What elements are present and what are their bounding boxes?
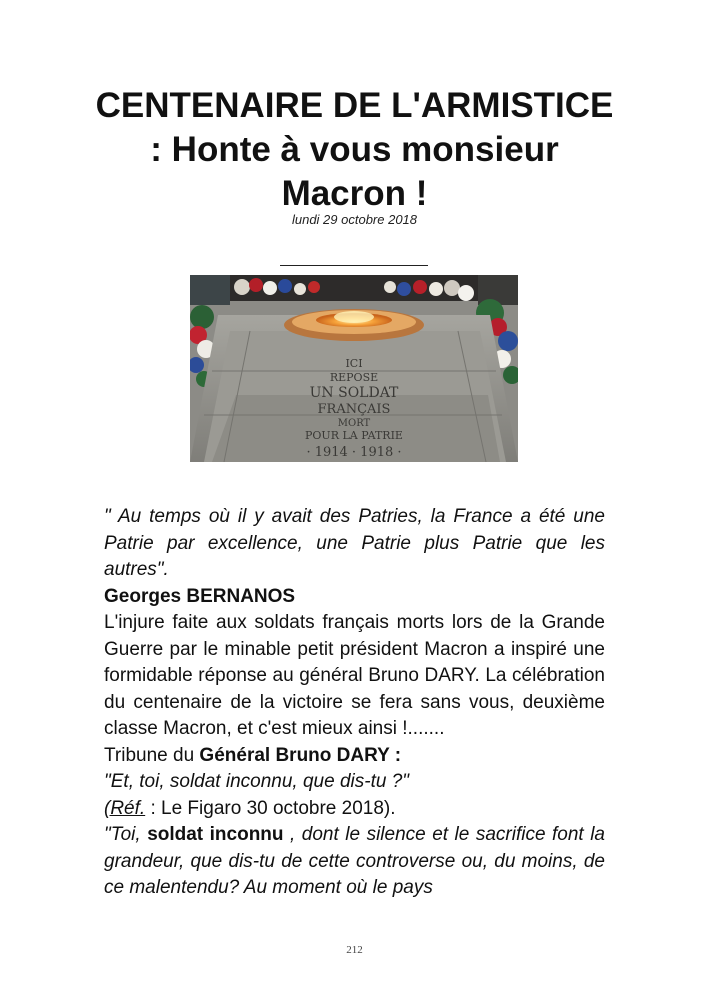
reference-line [104,796,605,823]
svg-text:· 1914 · 1918 ·: · 1914 · 1918 · [306,445,402,460]
svg-text:REPOSE: REPOSE [329,371,379,384]
svg-text:ICI: ICI [345,357,363,370]
tomb-of-unknown-soldier-photo [190,275,518,462]
article-date: lundi 29 octobre 2018 [291,212,418,227]
svg-text:FRANÇAIS: FRANÇAIS [317,402,391,417]
page-number: 212 [346,944,363,956]
tribune-author: Général Bruno DARY : [199,744,402,766]
quote-author: Georges BERNANOS [104,585,296,607]
tribune-prefix: Tribune du [104,744,200,766]
tribune-line [104,743,605,770]
bernanos-quote: " Au temps où il y avait des Patries, la France a été une Patrie par excellence, une Patrie plus Patrie que les autres". [104,506,605,580]
tribune-text-rest: , dont le silence et le sacrifice font la grandeur, que dis-tu de cette controverse ou, du moins, de ce malentendu? Au moment où le pays [104,824,606,898]
svg-text:UN SOLDAT: UN SOLDAT [309,385,399,401]
tribune-paragraph [104,822,605,902]
reference-text: : Le Figaro 30 octobre 2018). [145,797,396,819]
article-body [104,504,605,902]
svg-text:MORT: MORT [337,418,371,429]
tribune-text-start: "Toi, [104,824,148,845]
svg-text:POUR LA PATRIE: POUR LA PATRIE [305,429,403,442]
article-title: CENTENAIRE DE L'ARMISTICE : Honte à vous monsieur Macron ! [95,86,614,213]
tribune-text-bold: soldat inconnu [147,824,284,845]
reference-label: (Réf. [104,797,146,819]
tribune-subtitle: "Et, toi, soldat inconnu, que dis-tu ?" [104,771,410,792]
photo-illustration [190,275,518,462]
intro-paragraph: L'injure faite aux soldats français morts lors de la Grande Guerre par le minable petit président Macron a inspiré une formidable réponse au général Bruno DARY. La célébration du centenaire de la victoire se fera sans vous, deuxième classe Macron, et c'est mieux ainsi !....... [104,612,605,739]
separator-line [280,265,428,266]
